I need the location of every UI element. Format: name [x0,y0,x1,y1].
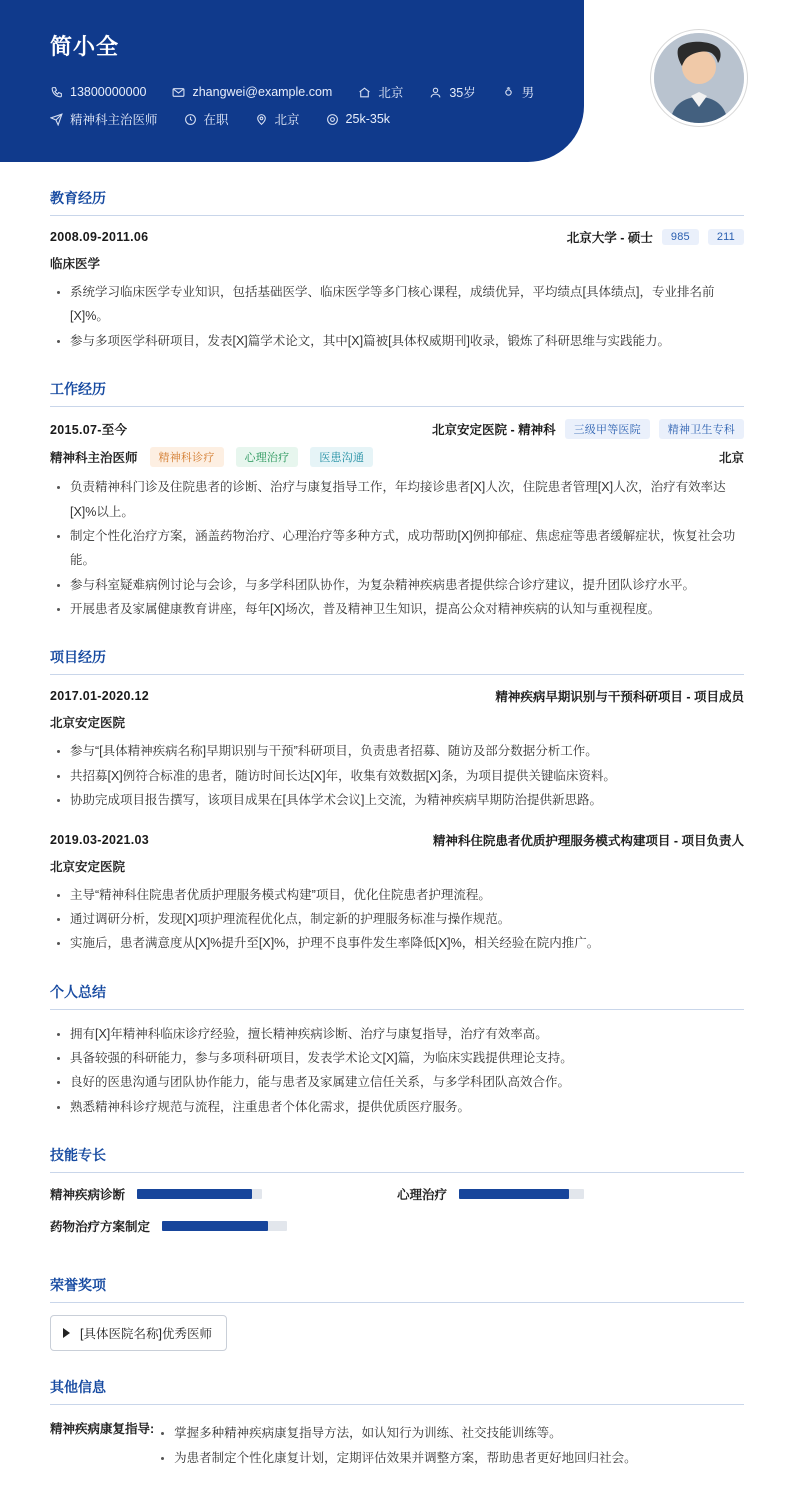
phone-icon [50,86,63,99]
contact-salary [326,112,390,126]
gender-icon [502,86,515,99]
list-item: 实施后，患者满意度从[X]%提升至[X]%，护理不良事件发生率降低[X]%，相关经验在院内推广。 [50,931,744,955]
summary-bullets [50,1022,744,1120]
contact-email [172,85,332,99]
avatar [651,30,747,126]
other-bullets [154,1421,637,1470]
skill-item [397,1185,744,1203]
contact-salary-text: 25k-35k [345,112,391,126]
education-date: 2008.09-2011.06 [50,230,149,244]
contact-phone [50,85,146,99]
project-bullets [50,883,744,956]
list-item: 开展患者及家属健康教育讲座，每年[X]场次，普及精神卫生知识，提高公众对精神疾病的认知与重视程度。 [50,597,744,621]
project-date: 2019.03-2021.03 [50,832,150,847]
work-company: 北京安定医院 - 精神科 [431,423,556,438]
skill-progress [459,1189,584,1199]
education-tag: 985 [662,229,699,245]
work-date: 2015.07-至今 [50,423,128,438]
project-bullets [50,739,744,812]
section-title-other: 其他信息 [50,1377,744,1405]
project-org: 北京安定医院 [50,859,126,874]
contact-position [50,110,158,128]
work-tag: 精神卫生专科 [659,419,744,439]
project-entry [50,687,744,812]
contact-status-text: 在职 [203,113,229,127]
contact-location [255,110,300,128]
work-location: 北京 [718,451,744,466]
project-name: 精神科住院患者优质护理服务模式构建项目 - 项目负责人 [432,833,744,848]
education-entry [50,228,744,353]
work-tag: 三级甲等医院 [565,419,650,439]
list-item: 熟悉精神科诊疗规范与流程，注重患者个体化需求，提供优质医疗服务。 [50,1095,744,1119]
work-entry [50,419,744,621]
section-other [50,1377,744,1470]
skill-label: 精神疾病诊断 [50,1188,126,1203]
contact-phone-text: 13800000000 [70,85,147,99]
resume-body [0,188,794,1500]
education-tag: 211 [708,229,744,245]
play-triangle-icon [63,1328,70,1338]
list-item: 协助完成项目报告撰写，该项目成果在[具体学术会议]上交流，为精神疾病早期防治提供新思路。 [50,788,744,812]
project-org: 北京安定医院 [50,716,126,731]
resume-header [0,0,584,162]
honor-item[interactable] [50,1315,227,1351]
skill-label: 药物治疗方案制定 [50,1220,151,1235]
section-skills [50,1145,744,1249]
list-item: 负责精神科门诊及住院患者的诊断、治疗与康复指导工作，年均接诊患者[X]人次，住院患者管理[X]人次，治疗有效率达[X]%以上。 [50,475,744,524]
list-item: 掌握多种精神疾病康复指导方法，如认知行为训练、社交技能训练等。 [154,1421,637,1445]
skill-progress [137,1189,262,1199]
section-honors [50,1275,744,1351]
mail-icon [172,86,185,99]
send-icon [50,113,63,126]
contact-position-text: 精神科主治医师 [70,113,158,127]
user-icon [429,86,442,99]
section-projects [50,647,744,955]
list-item: 通过调研分析，发现[X]项护理流程优化点，制定新的护理服务标准与操作规范。 [50,907,744,931]
work-bullets [50,475,744,621]
list-item: 具备较强的科研能力，参与多项科研项目，发表学术论文[X]篇，为临床实践提供理论支持。 [50,1046,744,1070]
home-icon [358,86,371,99]
education-major: 临床医学 [50,257,101,271]
contact-age-text: 35岁 [449,86,476,100]
contact-status [184,110,229,128]
education-bullets [50,280,744,353]
list-item: 参与多项医学科研项目，发表[X]篇学术论文，其中[X]篇被[具体权威期刊]收录，锻炼了科研思维与实践能力。 [50,329,744,353]
contact-city [358,83,403,101]
education-school: 北京大学 - 硕士 [566,231,653,245]
section-title-projects: 项目经历 [50,647,744,675]
list-item: 拥有[X]年精神科临床诊疗经验，擅长精神疾病诊断、治疗与康复指导，治疗有效率高。 [50,1022,744,1046]
salary-icon [326,113,339,126]
status-icon [184,113,197,126]
work-role: 精神科主治医师 [50,451,138,466]
section-title-summary: 个人总结 [50,982,744,1010]
work-role-tag: 心理治疗 [236,447,299,467]
list-item: 参与“[具体精神疾病名称]早期识别与干预”科研项目，负责患者招募、随访及部分数据分析工作。 [50,739,744,763]
contact-gender [502,83,535,101]
skill-progress [162,1221,287,1231]
contact-age [429,83,475,101]
contact-row-2 [50,110,584,128]
list-item: 良好的医患沟通与团队协作能力，能与患者及家属建立信任关系，与多学科团队高效合作。 [50,1070,744,1094]
contact-row-1 [50,83,584,101]
list-item: 制定个性化治疗方案，涵盖药物治疗、心理治疗等多种方式，成功帮助[X]例抑郁症、焦虑症等患者缓解症状，恢复社会功能。 [50,524,744,573]
section-work [50,379,744,621]
work-role-tag: 医患沟通 [310,447,373,467]
other-label: 精神疾病康复指导: [50,1422,155,1437]
skill-item [50,1217,397,1235]
project-date: 2017.01-2020.12 [50,689,150,704]
skill-item [50,1185,397,1203]
section-title-skills: 技能专长 [50,1145,744,1173]
page-title: 简小全 [50,34,120,59]
contact-location-text: 北京 [274,113,300,127]
section-education [50,188,744,353]
section-title-honors: 荣誉奖项 [50,1275,744,1303]
contact-city-text: 北京 [378,86,404,100]
list-item: 共招募[X]例符合标准的患者，随访时间长达[X]年，收集有效数据[X]条，为项目提供关键临床资料。 [50,764,744,788]
list-item: 主导“精神科住院患者优质护理服务模式构建”项目，优化住院患者护理流程。 [50,883,744,907]
section-summary [50,982,744,1120]
list-item: 系统学习临床医学专业知识，包括基础医学、临床医学等多门核心课程，成绩优异，平均绩点[具体绩点]，专业排名前[X]%。 [50,280,744,329]
project-entry [50,831,744,956]
project-name: 精神疾病早期识别与干预科研项目 - 项目成员 [495,690,744,705]
work-role-tag: 精神科诊疗 [150,447,224,467]
location-icon [255,113,268,126]
contact-gender-text: 男 [521,86,535,100]
skill-label: 心理治疗 [397,1188,448,1203]
list-item: 为患者制定个性化康复计划，定期评估效果并调整方案，帮助患者更好地回归社会。 [154,1446,637,1470]
honor-label: [具体医院名称]优秀医师 [80,1327,212,1342]
list-item: 参与科室疑难病例讨论与会诊，与多学科团队协作，为复杂精神疾病患者提供综合诊疗建议，提升团队诊疗水平。 [50,573,744,597]
contact-email-text: zhangwei@example.com [192,85,333,99]
section-title-work: 工作经历 [50,379,744,407]
section-title-education: 教育经历 [50,188,744,216]
